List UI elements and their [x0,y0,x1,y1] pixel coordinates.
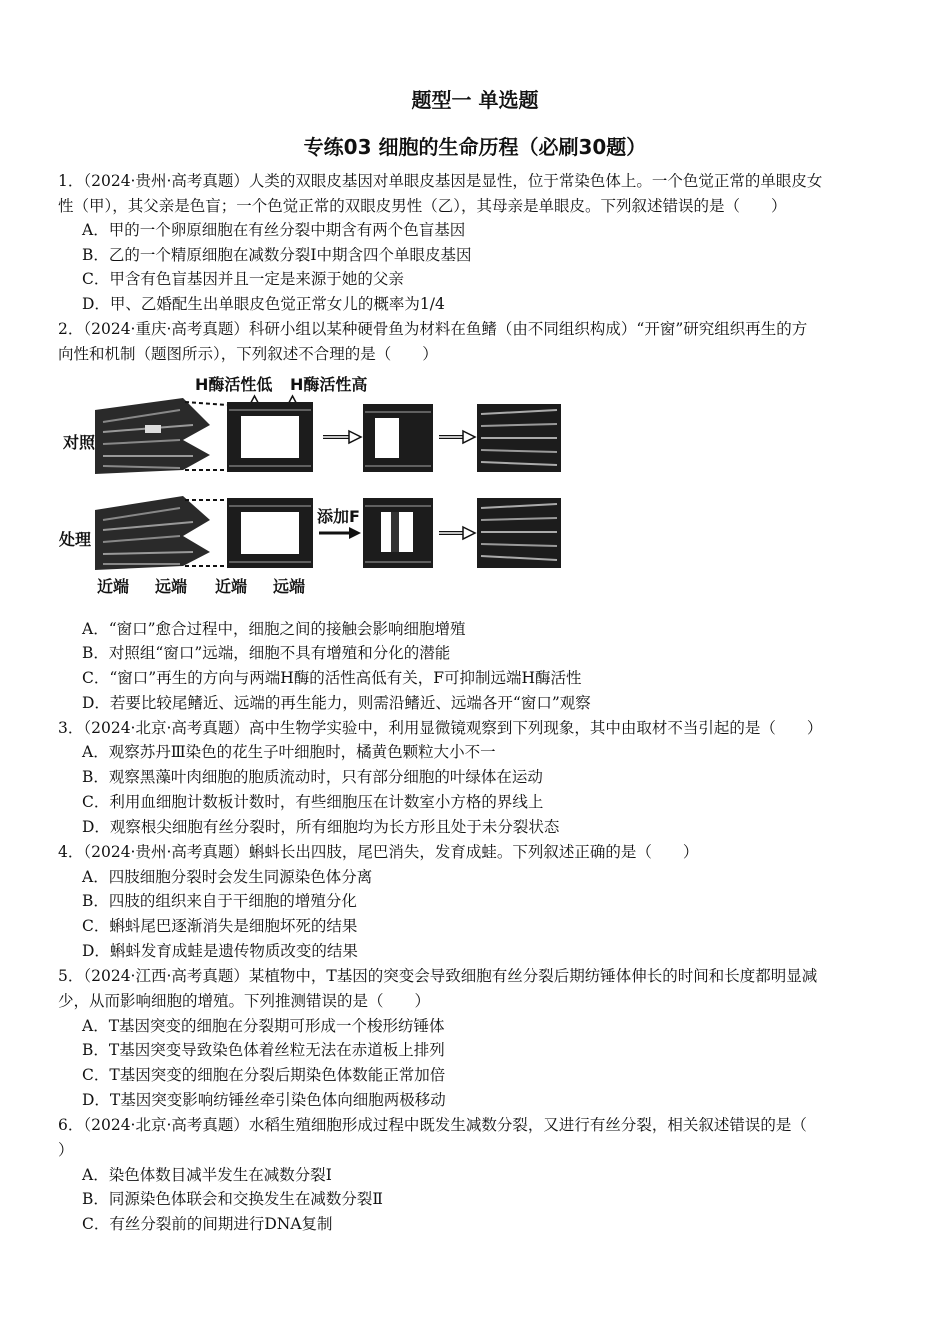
question-3-option-b: B．观察黑藻叶肉细胞的胞质流动时，只有部分细胞的叶绿体在运动 [82,768,543,786]
question-stem-line: 6．（2024·北京·高考真题）水稻生殖细胞形成过程中既发生减数分裂，又进行有丝分裂，相关叙述错误的是（ [58,1116,807,1134]
question-5-option-b: B．T基因突变导致染色体着丝粒无法在赤道板上排列 [82,1041,445,1059]
control-fin [95,398,210,474]
question-stem-line: 4．（2024·贵州·高考真题）蝌蚪长出四肢，尾巴消失，发育成蛙。下列叙述正确的是（ ） [58,843,699,861]
control-window-2 [363,404,433,472]
figure-bottom-label-proximal: 近端 [215,577,248,596]
figure-label-add-f: 添加F [317,507,360,526]
question-2-option-a: A．“窗口”愈合过程中，细胞之间的接触会影响细胞增殖 [82,620,466,638]
document-subtitle: 专练03 细胞的生命历程（必刷30题） [303,135,647,159]
question-stem-line: 1．（2024·贵州·高考真题）人类的双眼皮基因对单眼皮基因是显性，位于常染色体上。一个色觉正常的单眼皮女 [58,172,823,190]
question-2-stem [58,317,888,366]
question-5-option-c: C．T基因突变的细胞在分裂后期染色体数能正常加倍 [82,1066,446,1084]
figure-bottom-label-distal: 远端 [155,577,188,596]
fin-regeneration-figure [55,370,570,605]
question-stem-line: 性（甲），其父亲是色盲；一个色觉正常的双眼皮男性（乙），其母亲是单眼皮。下列叙述错误的是（ ） [58,196,787,215]
figure-label-h-high: H酶活性高 [290,375,368,394]
question-4-option-c: C．蝌蚪尾巴逐渐消失是细胞坏死的结果 [82,917,358,935]
question-stem-line: ） [58,1140,74,1159]
figure-row-label-control: 对照 [63,433,96,452]
question-6-option-b: B．同源染色体联会和交换发生在减数分裂Ⅱ [82,1190,383,1208]
question-3-stem [58,716,888,741]
question-1-stem [58,169,888,218]
right-arrow-icon [323,431,361,443]
section-title: 题型一 单选题 [411,88,539,112]
question-5-stem [58,964,888,1013]
question-1-option-a: A．甲的一个卵原细胞在有丝分裂中期含有两个色盲基因 [82,221,466,239]
treatment-fin [95,496,210,570]
question-6-stem [58,1113,888,1162]
right-arrow-icon [319,527,361,539]
question-stem-line: 2．（2024·重庆·高考真题）科研小组以某种硬骨鱼为材料在鱼鳍（由不同组织构成）“开窗”研究组织再生的方 [58,320,808,338]
treatment-window-1 [227,498,313,568]
figure-svg [55,370,570,605]
figure-label-h-low: H酶活性低 [195,375,273,394]
question-3-option-c: C．利用血细胞计数板计数时，有些细胞压在计数室小方格的界线上 [82,793,544,811]
question-1-option-d: D．甲、乙婚配生出单眼皮色觉正常女儿的概率为1/4 [82,295,445,313]
question-stem-line: 5．（2024·江西·高考真题）某植物中，T基因的突变会导致细胞有丝分裂后期纺锤体伸长的时间和长度都明显减 [58,967,818,985]
right-arrow-icon [439,431,475,443]
question-1-option-b: B．乙的一个精原细胞在减数分裂Ⅰ中期含四个单眼皮基因 [82,246,472,264]
question-2-option-d: D．若要比较尾鳍近、远端的再生能力，则需沿鳍近、远端各开“窗口”观察 [82,694,591,712]
question-4-option-d: D．蝌蚪发育成蛙是遗传物质改变的结果 [82,942,358,960]
question-4-stem [58,840,888,865]
question-1-option-c: C．甲含有色盲基因并且一定是来源于她的父亲 [82,270,404,288]
question-6-option-a: A．染色体数目减半发生在减数分裂Ⅰ [82,1166,332,1184]
question-3-option-a: A．观察苏丹Ⅲ染色的花生子叶细胞时，橘黄色颗粒大小不一 [82,743,496,761]
treatment-healed [477,498,561,568]
question-6-option-c: C．有丝分裂前的间期进行DNA复制 [82,1215,333,1233]
question-stem-line: 向性和机制（题图所示），下列叙述不合理的是（ ） [58,344,438,363]
question-5-option-d: D．T基因突变影响纺锤丝牵引染色体向细胞两极移动 [82,1091,446,1109]
treatment-window-2 [363,498,433,568]
question-4-option-b: B．四肢的组织来自于干细胞的增殖分化 [82,892,357,910]
question-4-option-a: A．四肢细胞分裂时会发生同源染色体分离 [82,868,373,886]
question-2-option-b: B．对照组“窗口”远端，细胞不具有增殖和分化的潜能 [82,644,451,662]
question-2-option-c: C．“窗口”再生的方向与两端H酶的活性高低有关，F可抑制远端H酶活性 [82,669,582,687]
question-3-option-d: D．观察根尖细胞有丝分裂时，所有细胞均为长方形且处于未分裂状态 [82,818,560,836]
figure-bottom-label-proximal: 近端 [97,577,130,596]
figure-bottom-label-distal: 远端 [273,577,306,596]
question-stem-line: 少，从而影响细胞的增殖。下列推测错误的是（ ） [58,991,431,1010]
question-5-option-a: A．T基因突变的细胞在分裂期可形成一个梭形纺锤体 [82,1017,445,1035]
control-healed [477,404,561,472]
control-window-1 [227,402,313,472]
question-stem-line: 3．（2024·北京·高考真题）高中生物学实验中，利用显微镜观察到下列现象，其中由取材不当引起的是（ ） [58,719,823,737]
figure-row-label-treatment: 处理 [59,530,92,549]
right-arrow-icon [439,527,475,539]
